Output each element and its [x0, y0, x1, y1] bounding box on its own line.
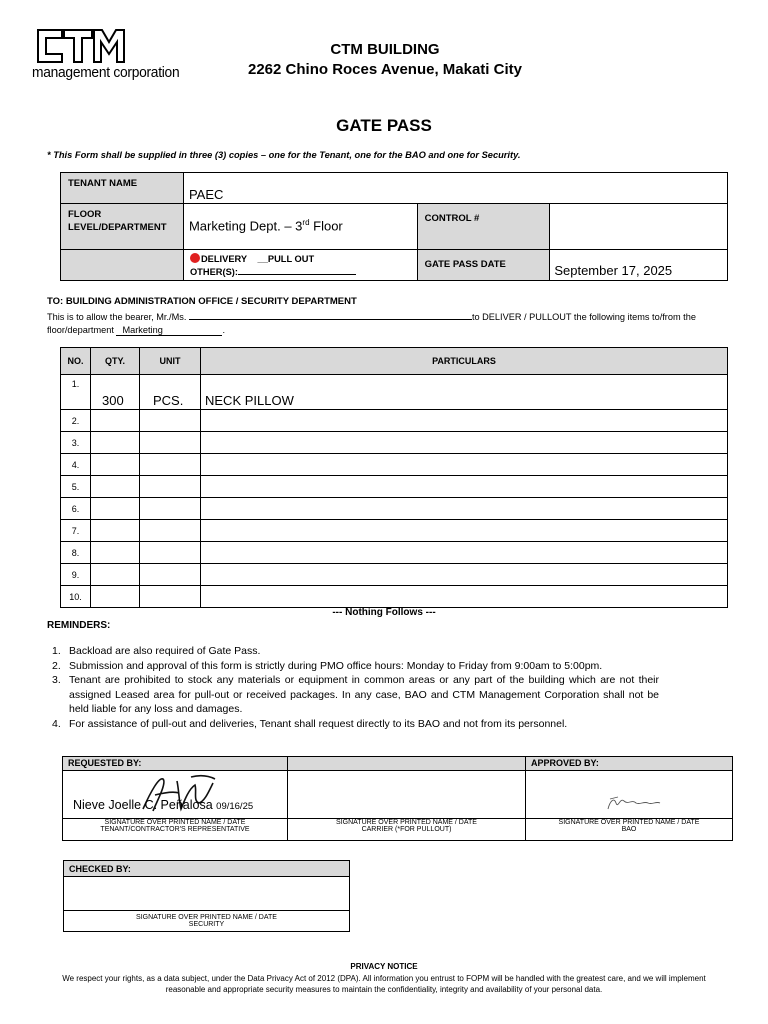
table-row	[61, 520, 728, 542]
control-label: CONTROL #	[417, 204, 550, 250]
floor-line: floor/department Marketing .	[47, 325, 226, 335]
bao-signature	[604, 793, 664, 813]
delivery-mark[interactable]	[190, 253, 200, 263]
row-particulars[interactable]	[201, 476, 728, 498]
others-label: OTHER(S):	[189, 267, 238, 277]
row-unit[interactable]	[140, 542, 201, 564]
checked-by-label: CHECKED BY:	[64, 861, 350, 877]
row-qty[interactable]	[91, 476, 140, 498]
list-item: 2. Submission and approval of this form is strictly during PMO office hours: Monday to Friday from 9:00am to 5:00pm.	[52, 659, 603, 672]
row-number: 3.	[61, 432, 91, 454]
row-qty[interactable]	[91, 586, 140, 608]
carrier-caption: SIGNATURE OVER PRINTED NAME / DATE CARRIER (*FOR PULLOUT)	[288, 819, 526, 841]
row-particulars[interactable]	[201, 432, 728, 454]
table-row	[61, 432, 728, 454]
table-row	[61, 586, 728, 608]
table-row	[61, 542, 728, 564]
control-field[interactable]	[550, 204, 728, 250]
approved-by-label: APPROVED BY:	[526, 757, 733, 771]
row-qty[interactable]	[91, 564, 140, 586]
checked-signature-box[interactable]	[64, 877, 350, 911]
bearer-line	[47, 311, 727, 322]
col-header-particulars: PARTICULARS	[201, 348, 728, 375]
ctm-logo	[32, 26, 126, 66]
row-unit[interactable]	[140, 476, 201, 498]
bearer-prefix: This is to allow the bearer, Mr./Ms.	[47, 312, 187, 322]
row-number: 5.	[61, 476, 91, 498]
addressee-line: TO: BUILDING ADMINISTRATION OFFICE / SECURITY DEPARTMENT	[47, 296, 357, 307]
table-row	[61, 476, 728, 498]
table-row	[61, 564, 728, 586]
logo-subtitle: management corporation	[32, 64, 180, 81]
row-qty[interactable]	[91, 520, 140, 542]
bearer-name-field[interactable]	[189, 311, 472, 320]
row-number: 2.	[61, 410, 91, 432]
floor-field[interactable]	[183, 204, 417, 250]
signature-table	[62, 756, 733, 841]
others-field[interactable]	[238, 265, 356, 275]
row-unit[interactable]	[140, 454, 201, 476]
gate-pass-date-value: September 17, 2025	[554, 263, 673, 278]
row-unit[interactable]	[140, 520, 201, 542]
page-title: GATE PASS	[336, 116, 432, 135]
row-particulars[interactable]	[201, 520, 728, 542]
row-unit[interactable]: PCS.	[140, 375, 201, 410]
delivery-label: DELIVERY	[200, 254, 247, 264]
floor-label	[61, 204, 184, 250]
row-qty[interactable]: 300	[91, 375, 140, 410]
row-number: 8.	[61, 542, 91, 564]
row-particulars[interactable]	[201, 410, 728, 432]
table-row	[61, 410, 728, 432]
tenant-info-table	[60, 172, 728, 281]
checked-caption: SIGNATURE OVER PRINTED NAME / DATE SECURITY	[64, 911, 350, 932]
requested-signature-box[interactable]	[63, 771, 288, 819]
copies-note: * This Form shall be supplied in three (3) copies – one for the Tenant, one for the BAO and one for Security.	[47, 150, 521, 160]
floor-label-line2: LEVEL/DEPARTMENT	[68, 222, 167, 233]
building-name: CTM BUILDING	[330, 41, 440, 58]
row-unit[interactable]	[140, 410, 201, 432]
privacy-title: PRIVACY NOTICE	[350, 962, 418, 971]
row-qty[interactable]	[91, 454, 140, 476]
row-number: 7.	[61, 520, 91, 542]
row-qty[interactable]	[91, 410, 140, 432]
reminders-title: REMINDERS:	[47, 620, 111, 631]
row-number: 10.	[61, 586, 91, 608]
row-number: 6.	[61, 498, 91, 520]
tenant-name-value: PAEC	[188, 187, 224, 202]
row-number: 9.	[61, 564, 91, 586]
table-row	[61, 454, 728, 476]
row-particulars[interactable]: NECK PILLOW	[201, 375, 728, 410]
delivery-options	[183, 250, 417, 281]
tenant-name-label: TENANT NAME	[61, 173, 184, 204]
pullout-label[interactable]: __PULL OUT	[257, 254, 315, 264]
row-unit[interactable]	[140, 564, 201, 586]
privacy-text: We respect your rights, as a data subject, under the Data Privacy Act of 2012 (DPA). All information you entrust to FOPM will be handled with the greatest care, and we will implement reasonable and appropriate security measures to maintain the confidentiality, integrity and availability of your personal data.	[62, 974, 706, 994]
requested-name: Nieve Joelle C. Peñalosa 09/16/25	[73, 798, 254, 812]
floor-prefix: floor/department	[47, 325, 114, 335]
floor-department-field[interactable]: Marketing	[116, 325, 222, 336]
building-address: 2262 Chino Roces Avenue, Makati City	[248, 61, 522, 78]
row-particulars[interactable]	[201, 498, 728, 520]
reminders-list	[47, 644, 659, 732]
approved-caption: SIGNATURE OVER PRINTED NAME / DATE BAO	[526, 819, 733, 841]
items-table	[60, 347, 728, 608]
bearer-suffix: to DELIVER / PULLOUT the following items to/from the	[471, 312, 696, 322]
list-item: 1. Backload are also required of Gate Pass.	[52, 645, 261, 657]
carrier-signature-box[interactable]	[288, 771, 526, 819]
requested-by-label: REQUESTED BY:	[63, 757, 288, 771]
requested-caption: SIGNATURE OVER PRINTED NAME / DATE TENANT/CONTRACTOR'S REPRESENTATIVE	[63, 819, 288, 841]
row-unit[interactable]	[140, 432, 201, 454]
gate-pass-date-label: GATE PASS DATE	[417, 250, 550, 281]
approved-signature-box[interactable]	[526, 771, 733, 819]
list-item: 4. For assistance of pull-out and deliveries, Tenant shall request directly to its BAO and not from its personnel.	[52, 717, 568, 730]
row-number: 1.	[61, 375, 91, 410]
tenant-name-field[interactable]	[183, 173, 727, 204]
row-unit[interactable]	[140, 586, 201, 608]
requested-date: 09/16/25	[216, 801, 254, 812]
col-header-qty: QTY.	[91, 348, 140, 375]
col-header-no: NO.	[61, 348, 91, 375]
row-qty[interactable]	[91, 432, 140, 454]
table-row	[61, 375, 728, 410]
row-unit[interactable]	[140, 498, 201, 520]
row-particulars[interactable]	[201, 542, 728, 564]
row-particulars[interactable]	[201, 454, 728, 476]
list-item: 3. Tenant are prohibited to stock any materials or equipment in common areas or any part of the building which are not their assigned Leased area for pull-out or received packages. In any case, BAO and CTM Management Corporation shall not be held liable for any loss and damages.	[52, 674, 659, 716]
row-particulars[interactable]	[201, 586, 728, 608]
floor-label-line1: FLOOR	[68, 209, 102, 220]
row-qty[interactable]	[91, 498, 140, 520]
gate-pass-date-field[interactable]	[550, 250, 728, 281]
row-number: 4.	[61, 454, 91, 476]
checked-by-table	[63, 860, 350, 932]
carrier-header	[288, 757, 526, 771]
floor-value: Marketing Dept. – 3rd Floor	[188, 218, 343, 234]
row-qty[interactable]	[91, 542, 140, 564]
col-header-unit: UNIT	[140, 348, 201, 375]
table-row	[61, 498, 728, 520]
blank-label-cell	[61, 250, 184, 281]
nothing-follows: --- Nothing Follows ---	[332, 607, 436, 618]
row-particulars[interactable]	[201, 564, 728, 586]
